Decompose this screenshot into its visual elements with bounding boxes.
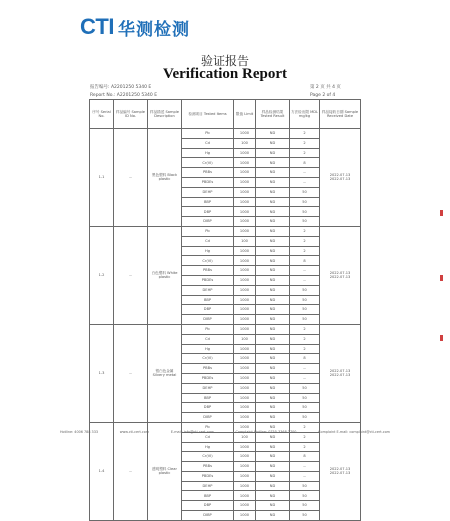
page-indicator-en: Page 2 of 4 [310, 93, 336, 98]
cell-received-date: 2022.07.13 2022.07.13 [320, 422, 361, 520]
cell-test-item: PBDEs [182, 275, 234, 285]
header-description: 样品描述 Sample Description [148, 100, 182, 129]
cell-test-item: DIBP [182, 315, 234, 325]
cell-sample-id: -- [114, 324, 148, 422]
cell-mdl: 50 [290, 383, 320, 393]
cell-mdl: -- [290, 471, 320, 481]
cell-mdl: 2 [290, 129, 320, 139]
cell-limit: 1000 [234, 501, 256, 511]
cell-mdl: 50 [290, 491, 320, 501]
cell-limit: 100 [234, 236, 256, 246]
cell-mdl: -- [290, 266, 320, 276]
cell-result: ND [256, 471, 290, 481]
cell-result: ND [256, 511, 290, 521]
cell-test-item: DBP [182, 501, 234, 511]
cell-result: ND [256, 197, 290, 207]
cell-mdl: 50 [290, 393, 320, 403]
cell-result: ND [256, 432, 290, 442]
cell-mdl: 2 [290, 226, 320, 236]
cell-mdl: 50 [290, 481, 320, 491]
report-number-block [90, 84, 157, 100]
header-tested-result: 样品检测结果 Tested Result [256, 100, 290, 129]
cell-limit: 1000 [234, 177, 256, 187]
cell-received-date: 2022.07.13 2022.07.13 [320, 129, 361, 227]
cell-test-item: Cd [182, 236, 234, 246]
footer-hotline: Hotline: 4006 788 333 [60, 430, 99, 434]
cell-result: ND [256, 334, 290, 344]
table-row [90, 226, 361, 236]
cell-limit: 1000 [234, 471, 256, 481]
cell-test-item: DBP [182, 403, 234, 413]
results-table [89, 99, 361, 521]
cell-sample-id: -- [114, 129, 148, 227]
cell-mdl: -- [290, 373, 320, 383]
cell-result: ND [256, 315, 290, 325]
cell-test-item: BBP [182, 197, 234, 207]
cell-test-item: Cd [182, 432, 234, 442]
cell-test-item: PBBs [182, 266, 234, 276]
cell-result: ND [256, 138, 290, 148]
cell-received-date: 2022.07.13 2022.07.13 [320, 226, 361, 324]
cell-description: 透明塑料 Clear plastic [148, 422, 182, 520]
report-number-en: Report No.: A2201250 5340 E [90, 93, 158, 98]
table-body [90, 129, 361, 521]
cell-limit: 1000 [234, 442, 256, 452]
cell-limit: 1000 [234, 207, 256, 217]
cell-limit: 1000 [234, 226, 256, 236]
cell-limit: 1000 [234, 148, 256, 158]
cell-result: ND [256, 236, 290, 246]
cell-test-item: Cr(VI) [182, 354, 234, 364]
cell-test-item: Cr(VI) [182, 256, 234, 266]
cell-limit: 1000 [234, 354, 256, 364]
cell-result: ND [256, 246, 290, 256]
cell-result: ND [256, 364, 290, 374]
cell-limit: 100 [234, 432, 256, 442]
cell-test-item: Pb [182, 226, 234, 236]
cell-mdl: 50 [290, 295, 320, 305]
cell-limit: 1000 [234, 422, 256, 432]
cell-test-item: PBBs [182, 168, 234, 178]
cell-result: ND [256, 354, 290, 364]
cell-mdl: -- [290, 177, 320, 187]
cell-description: 白色塑料 White plastic [148, 226, 182, 324]
cell-mdl: 2 [290, 324, 320, 334]
cell-serial: 1-3 [90, 324, 114, 422]
edge-mark [440, 275, 443, 281]
cell-mdl: 2 [290, 442, 320, 452]
cell-received-date: 2022.07.13 2022.07.13 [320, 324, 361, 422]
cell-mdl: 2 [290, 344, 320, 354]
cell-test-item: DEHP [182, 481, 234, 491]
table-row [90, 129, 361, 139]
cell-description: 银白色金属 Silvery metal [148, 324, 182, 422]
cell-limit: 1000 [234, 187, 256, 197]
cell-limit: 1000 [234, 383, 256, 393]
cell-serial: 1-1 [90, 129, 114, 227]
cell-limit: 1000 [234, 452, 256, 462]
table-header-row [90, 100, 361, 129]
cell-result: ND [256, 413, 290, 423]
cell-mdl: 2 [290, 148, 320, 158]
cell-test-item: PBDEs [182, 373, 234, 383]
cell-test-item: DEHP [182, 383, 234, 393]
cell-test-item: Pb [182, 422, 234, 432]
cell-test-item: Cr(VI) [182, 158, 234, 168]
cell-mdl: 2 [290, 422, 320, 432]
cell-description: 黑色塑料 Black plastic [148, 129, 182, 227]
footer-email: E-mail: info@cti-cert.com [170, 430, 214, 434]
report-title-cn: 验证报告 [200, 54, 249, 68]
cell-mdl: 8 [290, 256, 320, 266]
cell-test-item: DBP [182, 207, 234, 217]
cell-mdl: 2 [290, 138, 320, 148]
cell-mdl: 8 [290, 452, 320, 462]
cell-result: ND [256, 344, 290, 354]
cell-test-item: BBP [182, 295, 234, 305]
cell-limit: 100 [234, 138, 256, 148]
logo-chinese-name: 华测检测 [117, 19, 190, 40]
cell-limit: 1000 [234, 393, 256, 403]
cell-test-item: DEHP [182, 187, 234, 197]
cell-result: ND [256, 295, 290, 305]
cell-mdl: -- [290, 462, 320, 472]
cell-mdl: 50 [290, 511, 320, 521]
header-sample-id: 样品编号 Sample ID No. [114, 100, 148, 129]
cell-limit: 100 [234, 334, 256, 344]
cell-test-item: Hg [182, 246, 234, 256]
cell-mdl: 8 [290, 158, 320, 168]
cell-result: ND [256, 403, 290, 413]
cell-test-item: DIBP [182, 217, 234, 227]
cell-test-item: PBBs [182, 364, 234, 374]
edge-mark [440, 335, 443, 341]
cell-mdl: 50 [290, 285, 320, 295]
cell-limit: 1000 [234, 364, 256, 374]
cell-limit: 1000 [234, 129, 256, 139]
cell-test-item: Cr(VI) [182, 452, 234, 462]
cell-result: ND [256, 266, 290, 276]
cell-limit: 1000 [234, 462, 256, 472]
cell-limit: 1000 [234, 481, 256, 491]
cell-mdl: 2 [290, 334, 320, 344]
cell-limit: 1000 [234, 315, 256, 325]
cell-result: ND [256, 491, 290, 501]
cell-mdl: -- [290, 168, 320, 178]
cell-test-item: Pb [182, 129, 234, 139]
cell-mdl: 2 [290, 432, 320, 442]
cell-mdl: 50 [290, 207, 320, 217]
cell-test-item: Cd [182, 334, 234, 344]
cell-limit: 1000 [234, 256, 256, 266]
page-indicator-cn: 第 2 页 共 4 页 [310, 85, 341, 90]
cell-test-item: Cd [182, 138, 234, 148]
cell-limit: 1000 [234, 246, 256, 256]
report-title-en: Verification Report [163, 66, 287, 82]
edge-mark [440, 210, 443, 216]
cell-result: ND [256, 285, 290, 295]
cell-limit: 1000 [234, 158, 256, 168]
cell-result: ND [256, 373, 290, 383]
cell-sample-id: -- [114, 422, 148, 520]
cell-result: ND [256, 442, 290, 452]
cell-result: ND [256, 148, 290, 158]
cell-limit: 1000 [234, 217, 256, 227]
cell-test-item: PBDEs [182, 471, 234, 481]
cell-test-item: BBP [182, 393, 234, 403]
table-row [90, 324, 361, 334]
cell-test-item: PBDEs [182, 177, 234, 187]
footer-website: www.cti-cert.com [119, 430, 150, 434]
cell-mdl: 50 [290, 315, 320, 325]
cell-limit: 1000 [234, 491, 256, 501]
header-mdl: 方法检出限 MDL mg/kg [290, 100, 320, 129]
cell-mdl: 2 [290, 246, 320, 256]
cell-result: ND [256, 383, 290, 393]
cell-result: ND [256, 226, 290, 236]
company-logo [80, 14, 190, 40]
cell-test-item: BBP [182, 491, 234, 501]
cell-limit: 1000 [234, 511, 256, 521]
cell-result: ND [256, 177, 290, 187]
cell-mdl: 50 [290, 413, 320, 423]
cell-result: ND [256, 217, 290, 227]
header-received-date: 样品接收日期 Sample Received Date [320, 100, 361, 129]
cell-serial: 1-4 [90, 422, 114, 520]
cell-result: ND [256, 324, 290, 334]
cell-test-item: Pb [182, 324, 234, 334]
header-limit: 限值 Limit [234, 100, 256, 129]
report-number-cn: 报告编号: A2201250 5340 E [90, 85, 152, 90]
cell-test-item: DBP [182, 305, 234, 315]
footer-complaint-hotline: Complaint Hotline: 0755-3368 3700 [235, 430, 297, 434]
page-indicator-block [310, 84, 341, 100]
cell-result: ND [256, 207, 290, 217]
header-tested-items: 检测项目 Tested Items [182, 100, 234, 129]
cell-result: ND [256, 305, 290, 315]
cell-test-item: DIBP [182, 413, 234, 423]
footer-complaint-email: Complaint E-mail: complaint@cti-cert.com [318, 430, 390, 434]
cell-test-item: Hg [182, 442, 234, 452]
cell-limit: 1000 [234, 295, 256, 305]
cell-mdl: 50 [290, 305, 320, 315]
page-footer [60, 430, 390, 434]
cell-mdl: 50 [290, 187, 320, 197]
cell-mdl: 50 [290, 217, 320, 227]
cell-test-item: PBBs [182, 462, 234, 472]
cell-sample-id: -- [114, 226, 148, 324]
cell-result: ND [256, 158, 290, 168]
cell-limit: 1000 [234, 266, 256, 276]
cell-result: ND [256, 462, 290, 472]
cell-limit: 1000 [234, 168, 256, 178]
logo-mark: CTI [80, 14, 114, 39]
cell-limit: 1000 [234, 197, 256, 207]
cell-limit: 1000 [234, 305, 256, 315]
cell-result: ND [256, 129, 290, 139]
cell-mdl: 50 [290, 501, 320, 511]
header-serial: 序号 Serial No. [90, 100, 114, 129]
cell-test-item: Hg [182, 148, 234, 158]
cell-limit: 1000 [234, 324, 256, 334]
cell-test-item: Hg [182, 344, 234, 354]
cell-mdl: 2 [290, 236, 320, 246]
cell-result: ND [256, 168, 290, 178]
cell-result: ND [256, 501, 290, 511]
cell-limit: 1000 [234, 413, 256, 423]
cell-result: ND [256, 187, 290, 197]
cell-test-item: DEHP [182, 285, 234, 295]
cell-result: ND [256, 481, 290, 491]
cell-limit: 1000 [234, 344, 256, 354]
cell-result: ND [256, 393, 290, 403]
cell-result: ND [256, 275, 290, 285]
cell-mdl: 8 [290, 354, 320, 364]
cell-serial: 1-2 [90, 226, 114, 324]
cell-mdl: -- [290, 364, 320, 374]
cell-limit: 1000 [234, 275, 256, 285]
cell-limit: 1000 [234, 403, 256, 413]
cell-result: ND [256, 256, 290, 266]
cell-limit: 1000 [234, 285, 256, 295]
cell-result: ND [256, 452, 290, 462]
cell-result: ND [256, 422, 290, 432]
cell-test-item: DIBP [182, 511, 234, 521]
cell-mdl: 50 [290, 197, 320, 207]
cell-mdl: 50 [290, 403, 320, 413]
cell-mdl: -- [290, 275, 320, 285]
cell-limit: 1000 [234, 373, 256, 383]
